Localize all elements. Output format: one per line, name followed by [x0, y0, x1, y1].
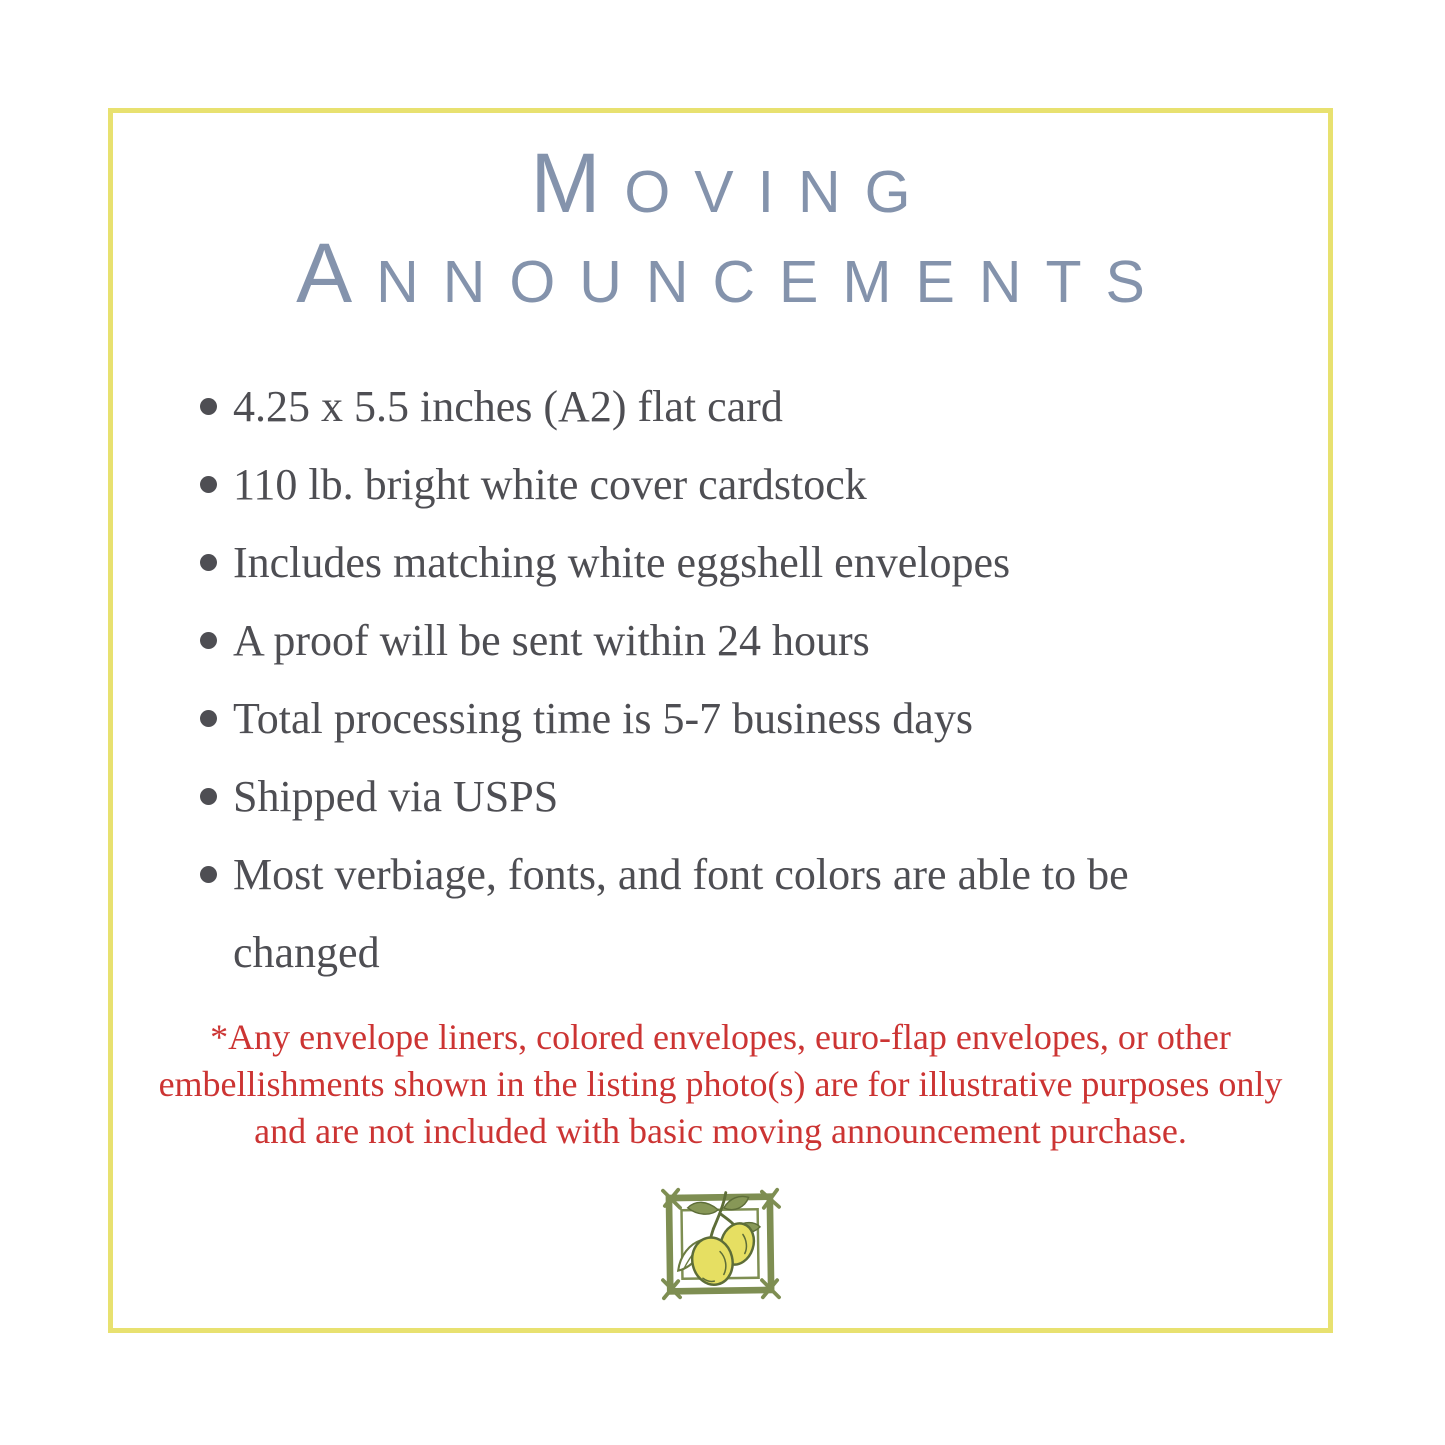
- bullet-icon: [200, 788, 217, 805]
- card-content: [108, 108, 1333, 1333]
- list-item: [200, 524, 1333, 602]
- title-line-1: Moving: [530, 136, 935, 230]
- list-item-text: A proof will be sent within 24 hours: [233, 616, 870, 665]
- list-item-text: 110 lb. bright white cover cardstock: [233, 460, 867, 509]
- list-item-text: Shipped via USPS: [233, 772, 559, 821]
- product-details-list: [200, 368, 1333, 992]
- list-item: [200, 368, 1333, 446]
- bullet-icon: [200, 632, 217, 649]
- list-item: [200, 602, 1333, 680]
- list-item: [200, 836, 1333, 992]
- list-item-text: Total processing time is 5-7 business days: [233, 694, 973, 743]
- list-item: [200, 446, 1333, 524]
- list-item: [200, 758, 1333, 836]
- disclaimer-text: *Any envelope liners, colored envelopes, euro-flap envelopes, or other embellishments shown in the listing photo(s) are for illustrative purposes only and are not included with basic moving announcement purchase.: [158, 1017, 1283, 1151]
- list-item-text: 4.25 x 5.5 inches (A2) flat card: [233, 382, 783, 431]
- title-line-2: Announcements: [296, 226, 1169, 320]
- bullet-icon: [200, 398, 217, 415]
- lemon-logo-icon: [659, 1185, 783, 1303]
- list-item-text: Most verbiage, fonts, and font colors are able to be changed: [233, 850, 1129, 977]
- page-title: [108, 138, 1333, 318]
- bullet-icon: [200, 710, 217, 727]
- bullet-icon: [200, 866, 217, 883]
- bullet-icon: [200, 554, 217, 571]
- bullet-icon: [200, 476, 217, 493]
- list-item-text: Includes matching white eggshell envelopes: [233, 538, 1011, 587]
- list-item: [200, 680, 1333, 758]
